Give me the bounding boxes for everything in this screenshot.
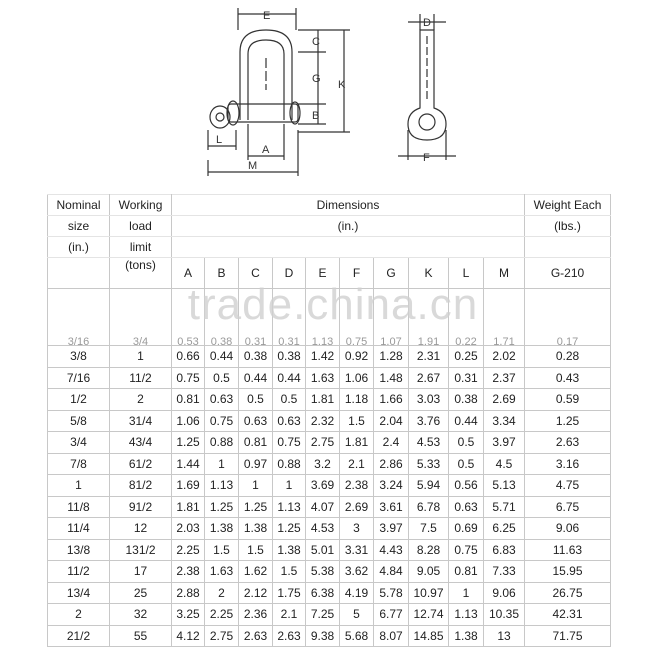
table-cell: 2 [205, 582, 239, 604]
table-cell: 3/4 [48, 432, 110, 454]
table-cell: 1.63 [306, 367, 340, 389]
table-cell: 2.63 [273, 625, 306, 647]
table-cell: 0.88 [273, 453, 306, 475]
table-cell: 5.68 [340, 625, 374, 647]
table-cell: 3.25 [172, 604, 205, 626]
table-cell: 1.38 [205, 518, 239, 540]
table-cell: 4.84 [374, 561, 409, 583]
table-cell: 2.4 [374, 432, 409, 454]
table-cell: 1.25 [172, 432, 205, 454]
table-row [48, 367, 611, 389]
table-cell: 0.63 [239, 410, 273, 432]
table-cell: 15.95 [525, 561, 611, 583]
table-cell: 1.81 [172, 496, 205, 518]
header-working-2: load [110, 216, 172, 237]
label-c: C [312, 36, 320, 48]
table-cell: 0.38 [239, 346, 273, 368]
header-dimensions: Dimensions [172, 195, 525, 216]
label-g: G [312, 73, 321, 85]
table-cell: 9.06 [525, 518, 611, 540]
table-cell: 1.5 [273, 561, 306, 583]
table-cell: 11/4 [48, 518, 110, 540]
table-cell: 5/8 [48, 410, 110, 432]
table-row [48, 539, 611, 561]
table-cell: 0.81 [172, 389, 205, 411]
table-cell: 1.75 [273, 582, 306, 604]
table-cell: 6.78 [409, 496, 449, 518]
table-cell: 8.28 [409, 539, 449, 561]
table-cell: 10.97 [409, 582, 449, 604]
table-cell: 1.13 [306, 333, 340, 346]
header-row-1 [48, 195, 611, 216]
table-row [48, 518, 611, 540]
table-cell: 0.5 [449, 432, 484, 454]
table-cell: 1.81 [306, 389, 340, 411]
header-nominal-1: Nominal [48, 195, 110, 216]
table-cell: 25 [110, 582, 172, 604]
table-cell: 0.22 [449, 333, 484, 346]
table-cell: 1.81 [340, 432, 374, 454]
label-f: F [423, 152, 430, 164]
table-cell: 5.38 [306, 561, 340, 583]
table-cell: 2.38 [340, 475, 374, 497]
table-cell: 2.63 [525, 432, 611, 454]
table-cell: 3.62 [340, 561, 374, 583]
table-cell: 1.5 [239, 539, 273, 561]
table-cell: 0.75 [273, 432, 306, 454]
table-cell: 11.63 [525, 539, 611, 561]
table-cell: 5.71 [484, 496, 525, 518]
table-cell: 55 [110, 625, 172, 647]
table-cell: 8.07 [374, 625, 409, 647]
table-cell: 0.63 [205, 389, 239, 411]
table-cell: 1/2 [48, 389, 110, 411]
table-cell: 2.67 [409, 367, 449, 389]
table-cell: 6.77 [374, 604, 409, 626]
table-cell: 81/2 [110, 475, 172, 497]
table-cell: 0.31 [449, 367, 484, 389]
table-cell: 7.5 [409, 518, 449, 540]
header-weight-blank [525, 237, 611, 258]
table-cell: 1.42 [306, 346, 340, 368]
table-row [48, 625, 611, 647]
table-cell: 2.31 [409, 346, 449, 368]
header-working-1: Working [110, 195, 172, 216]
table-cell: 0.17 [525, 333, 611, 346]
table-row [48, 561, 611, 583]
table-cell: 0.81 [449, 561, 484, 583]
table-cell: 2 [110, 389, 172, 411]
table-cell: 43/4 [110, 432, 172, 454]
header-letter-g: G [374, 258, 409, 289]
label-l: L [216, 134, 223, 146]
header-row-3 [48, 237, 611, 258]
table-cell: 3.97 [374, 518, 409, 540]
table-cell: 26.75 [525, 582, 611, 604]
table-cell: 1.5 [340, 410, 374, 432]
table-cell: 2.04 [374, 410, 409, 432]
label-a: A [262, 144, 270, 156]
header-letter-f: F [340, 258, 374, 289]
table-row [48, 346, 611, 368]
table-cell: 2.75 [306, 432, 340, 454]
table-cell: 3.97 [484, 432, 525, 454]
header-letter-d: D [273, 258, 306, 289]
table-cell: 0.59 [525, 389, 611, 411]
table-cell: 1 [449, 582, 484, 604]
table-cell: 3.03 [409, 389, 449, 411]
table-cell: 1.71 [484, 333, 525, 346]
table-cell: 13/4 [48, 582, 110, 604]
table-cell: 3/4 [110, 333, 172, 346]
header-weight-unit: (lbs.) [525, 216, 611, 237]
table-cell: 31/4 [110, 410, 172, 432]
table-cell: 0.44 [205, 346, 239, 368]
watermark: trade.china.cn [187, 280, 479, 329]
table-cell: 1.5 [205, 539, 239, 561]
table-cell: 0.69 [449, 518, 484, 540]
table-cell: 0.97 [239, 453, 273, 475]
header-letter-b: B [205, 258, 239, 289]
table-cell: 2.88 [172, 582, 205, 604]
table-cell: 2.02 [484, 346, 525, 368]
table-cell: 0.31 [239, 333, 273, 346]
header-working-4: (tons) [110, 258, 172, 289]
header-nominal-2: size [48, 216, 110, 237]
table-cell: 1 [48, 475, 110, 497]
table-row [48, 496, 611, 518]
table-cell: 2.37 [484, 367, 525, 389]
table-cell: 1.28 [374, 346, 409, 368]
table-cell: 91/2 [110, 496, 172, 518]
table-cell: 2.03 [172, 518, 205, 540]
table-cell: 0.75 [172, 367, 205, 389]
header-letter-a: A [172, 258, 205, 289]
label-e: E [263, 10, 271, 22]
table-cell: 7/16 [48, 367, 110, 389]
table-cell: 0.75 [205, 410, 239, 432]
table-cell: 1.62 [239, 561, 273, 583]
table-cell: 21/2 [48, 625, 110, 647]
table-cell: 42.31 [525, 604, 611, 626]
table-cell: 5.78 [374, 582, 409, 604]
table-cell: 12.74 [409, 604, 449, 626]
table-row-partial [48, 333, 611, 346]
table-cell: 1.63 [205, 561, 239, 583]
header-row-2 [48, 216, 611, 237]
table-cell: 4.12 [172, 625, 205, 647]
table-cell: 61/2 [110, 453, 172, 475]
table-cell: 1.91 [409, 333, 449, 346]
table-cell: 0.5 [205, 367, 239, 389]
table-cell: 2.69 [484, 389, 525, 411]
table-cell: 131/2 [110, 539, 172, 561]
table-cell: 0.44 [239, 367, 273, 389]
table-row [48, 432, 611, 454]
label-b: B [312, 110, 320, 122]
table-cell: 12 [110, 518, 172, 540]
table-cell: 0.44 [449, 410, 484, 432]
table-cell: 0.88 [205, 432, 239, 454]
table-cell: 5.33 [409, 453, 449, 475]
table-cell: 0.81 [239, 432, 273, 454]
table-cell: 0.43 [525, 367, 611, 389]
header-letter-m: M [484, 258, 525, 289]
table-cell: 1.25 [273, 518, 306, 540]
table-cell: 1.13 [449, 604, 484, 626]
header-weight-model: G-210 [525, 258, 611, 289]
table-cell: 2.25 [205, 604, 239, 626]
table-cell: 0.38 [449, 389, 484, 411]
table-cell: 1.13 [273, 496, 306, 518]
table-cell: 2.63 [239, 625, 273, 647]
table-cell: 71.75 [525, 625, 611, 647]
table-cell: 7/8 [48, 453, 110, 475]
table-cell: 0.66 [172, 346, 205, 368]
table-cell: 0.53 [172, 333, 205, 346]
table-cell: 3.24 [374, 475, 409, 497]
table-cell: 3/16 [48, 333, 110, 346]
table-cell: 6.75 [525, 496, 611, 518]
table-cell: 3 [340, 518, 374, 540]
table-cell: 1 [205, 453, 239, 475]
table-cell: 0.38 [205, 333, 239, 346]
table-cell: 2.69 [340, 496, 374, 518]
table-body [48, 346, 611, 647]
shackle-drawing [0, 0, 666, 190]
table-cell: 14.85 [409, 625, 449, 647]
table-cell: 0.25 [449, 346, 484, 368]
table-row [48, 453, 611, 475]
table-cell: 1.48 [374, 367, 409, 389]
table-cell: 10.35 [484, 604, 525, 626]
table-cell: 5.01 [306, 539, 340, 561]
table-cell: 0.28 [525, 346, 611, 368]
table-row [48, 604, 611, 626]
table-cell: 1.18 [340, 389, 374, 411]
table-cell: 2.1 [340, 453, 374, 475]
table-cell: 1.38 [273, 539, 306, 561]
table-cell: 4.53 [409, 432, 449, 454]
table-cell: 9.05 [409, 561, 449, 583]
table-cell: 9.38 [306, 625, 340, 647]
table-cell: 0.5 [273, 389, 306, 411]
table-cell: 3/8 [48, 346, 110, 368]
table-cell: 4.75 [525, 475, 611, 497]
header-working-3: limit [110, 237, 172, 258]
header-nominal-3: (in.) [48, 237, 110, 258]
table-cell: 1 [239, 475, 273, 497]
table-cell: 4.07 [306, 496, 340, 518]
header-dimensions-unit: (in.) [172, 216, 525, 237]
table-cell: 6.83 [484, 539, 525, 561]
table-cell: 0.56 [449, 475, 484, 497]
table-cell: 0.63 [273, 410, 306, 432]
table-cell: 3.76 [409, 410, 449, 432]
table-cell: 5.94 [409, 475, 449, 497]
table-cell: 1.07 [374, 333, 409, 346]
header-letter-k: K [409, 258, 449, 289]
table-cell: 17 [110, 561, 172, 583]
header-letter-e: E [306, 258, 340, 289]
table-cell: 1.44 [172, 453, 205, 475]
table-cell: 0.38 [273, 346, 306, 368]
table-cell: 2.86 [374, 453, 409, 475]
table-cell: 7.33 [484, 561, 525, 583]
table-cell: 3.16 [525, 453, 611, 475]
table-row [48, 582, 611, 604]
table-cell: 1 [273, 475, 306, 497]
header-letter-l: L [449, 258, 484, 289]
table-cell: 3.31 [340, 539, 374, 561]
table-cell: 0.92 [340, 346, 374, 368]
table-cell: 1.25 [239, 496, 273, 518]
table-cell: 1.06 [172, 410, 205, 432]
table-cell: 2.1 [273, 604, 306, 626]
table-cell: 2.75 [205, 625, 239, 647]
table-cell: 11/8 [48, 496, 110, 518]
label-m: M [248, 160, 258, 172]
table-cell: 1.66 [374, 389, 409, 411]
header-letter-c: C [239, 258, 273, 289]
table-cell: 13/8 [48, 539, 110, 561]
table-cell: 4.5 [484, 453, 525, 475]
table-cell: 6.25 [484, 518, 525, 540]
table-cell: 0.31 [273, 333, 306, 346]
table-cell: 3.2 [306, 453, 340, 475]
table-cell: 1.25 [525, 410, 611, 432]
header-blank [172, 237, 525, 258]
table-cell: 11/2 [48, 561, 110, 583]
table-cell: 1.38 [449, 625, 484, 647]
table-cell: 2.12 [239, 582, 273, 604]
table-cell: 1.25 [205, 496, 239, 518]
table-cell: 6.38 [306, 582, 340, 604]
table-cell: 3.61 [374, 496, 409, 518]
table-cell: 0.44 [273, 367, 306, 389]
table-cell: 7.25 [306, 604, 340, 626]
table-cell: 1.13 [205, 475, 239, 497]
table-cell: 2.36 [239, 604, 273, 626]
table-cell: 4.53 [306, 518, 340, 540]
table-cell: 1.06 [340, 367, 374, 389]
table-cell: 1.38 [239, 518, 273, 540]
table-cell: 0.75 [340, 333, 374, 346]
table-cell: 3.69 [306, 475, 340, 497]
table-row [48, 475, 611, 497]
table-cell: 13 [484, 625, 525, 647]
table-cell: 3.34 [484, 410, 525, 432]
table-cell: 0.5 [239, 389, 273, 411]
label-k: K [338, 79, 346, 91]
table-cell: 0.75 [449, 539, 484, 561]
label-d: D [423, 17, 431, 29]
table-cell: 9.06 [484, 582, 525, 604]
header-weight: Weight Each [525, 195, 611, 216]
table-cell: 11/2 [110, 367, 172, 389]
table-row [48, 389, 611, 411]
table-cell: 4.19 [340, 582, 374, 604]
table-cell: 0.63 [449, 496, 484, 518]
table-cell: 32 [110, 604, 172, 626]
table-row [48, 410, 611, 432]
table-cell: 5.13 [484, 475, 525, 497]
spec-table [47, 194, 611, 647]
table-cell: 4.43 [374, 539, 409, 561]
table-cell: 5 [340, 604, 374, 626]
table-cell: 2.25 [172, 539, 205, 561]
table-cell: 1 [110, 346, 172, 368]
table-cell: 2 [48, 604, 110, 626]
table-cell: 0.5 [449, 453, 484, 475]
table-cell: 1.69 [172, 475, 205, 497]
table-cell: 2.38 [172, 561, 205, 583]
table-cell: 2.32 [306, 410, 340, 432]
